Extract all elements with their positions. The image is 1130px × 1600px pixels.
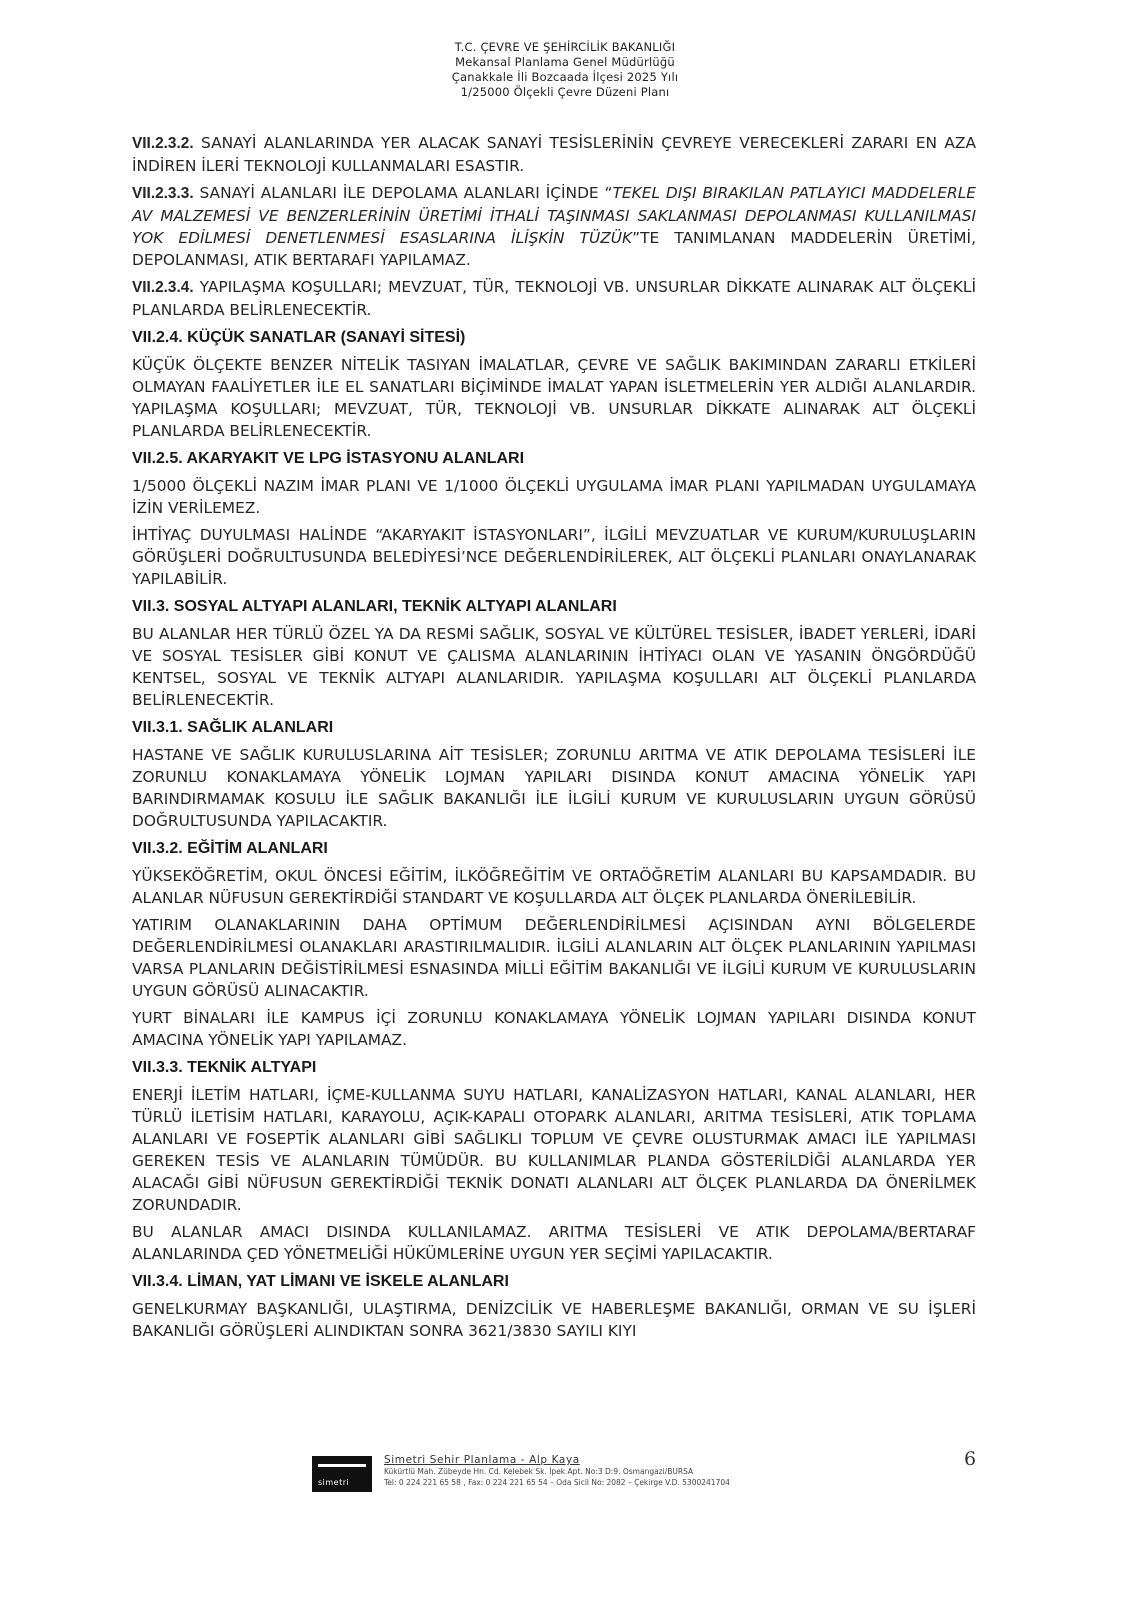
article-label: VII.2.3.4. bbox=[132, 279, 194, 296]
paragraph: HASTANE VE SAĞLIK KURULUSLARINA AİT TESİSLER; ZORUNLU ARITMA VE ATIK DEPOLAMA TESİSLERİ İLE ZORUNLU KONAKLAMAYA YÖNELİK LOJMAN YAPILARI DISINDA KONUT AMACINA YÖNELİK YAPI BARINDIRMAMAK KOSULU İLE SAĞLIK BAKANLIĞI İLE İLGİLİ KURUM VE KURULUSLARIN UYGUN GÖRÜSÜ DOĞRULTUSUNDA YAPILACAKTIR. bbox=[132, 746, 976, 830]
paragraph: BU ALANLAR HER TÜRLÜ ÖZEL YA DA RESMİ SAĞLIK, SOSYAL VE KÜLTÜREL TESİSLER, İBADET YERLERİ, İDARİ VE SOSYAL TESİSLER GİBİ KONUT VE ÇALISMA ALANLARININ İHTİYACI OLAN VE YASANIN ÖNGÖRDÜĞÜ KENTSEL, SOSYAL VE TEKNİK ALTYAPI ALANLARIDIR. YAPILAŞMA KOŞULLARI ALT ÖLÇEKLİ PLANLARDA BELİRLENECEKTİR. bbox=[132, 625, 976, 709]
heading-34: VII.3.4. LİMAN, YAT LİMANI VE İSKELE ALANLARI bbox=[132, 1273, 509, 1290]
page-header bbox=[0, 40, 1130, 100]
article-text: SANAYİ ALANLARI İLE DEPOLAMA ALANLARI İÇİNDE “ bbox=[193, 184, 613, 202]
paragraph-2333 bbox=[132, 182, 976, 271]
logo-text: simetri bbox=[318, 1478, 350, 1487]
paragraph-2332 bbox=[132, 132, 976, 177]
page-number: 6 bbox=[964, 1448, 977, 1470]
heading-225: VII.2.5. AKARYAKIT VE LPG İSTASYONU ALANLARI bbox=[132, 450, 525, 467]
paragraph: ENERJİ İLETİM HATLARI, İÇME-KULLANMA SUYU HATLARI, KANALİZASYON HATLARI, KANAL ALANLARI, HER TÜRLÜ İLETİSİM HATLARI, KARAYOLU, AÇIK-KAPALI OTOPARK ALANLARI, ARITMA TESİSLERİ, ATIK TOPLAMA ALANLARI VE FOSEPTİK ALANLARI GİBİ SAĞLIKLI TOPLUM VE ÇEVRE OLUSTURMAK AMACI İLE YAPILMASI GEREKEN TESİS VE ALANLARIN TÜMÜDÜR. BU KULLANIMLAR PLANDA GÖSTERİLDİĞİ ALANLARDA YER ALACAĞI GİBİ NÜFUSUN GEREKTİRDİĞİ TEKNİK DONATI ALANLARI ALT ÖLÇEK PLANLARDA DA ÖNERİLMEK ZORUNDADIR. bbox=[132, 1086, 976, 1214]
document-body bbox=[132, 132, 976, 1347]
header-ministry: T.C. ÇEVRE VE ŞEHİRCİLİK BAKANLIĞI bbox=[454, 40, 676, 54]
footer-company-name: Simetri Sehir Planlama - Alp Kaya bbox=[384, 1454, 580, 1466]
page-footer bbox=[312, 1452, 1012, 1500]
heading-33: VII.3.3. TEKNİK ALTYAPI bbox=[132, 1059, 317, 1076]
paragraph: YÜKSEKÖĞRETİM, OKUL ÖNCESİ EĞİTİM, İLKÖĞREĞİTİM VE ORTAÖĞRETİM ALANLARI BU KAPSAMDADIR. BU ALANLAR NÜFUSUN GEREKTİRDİĞİ STANDART VE KOŞULLARDA ALT ÖLÇEK PLANLARDA ÖNERİLEBİLİR. bbox=[132, 867, 976, 907]
logo-bar bbox=[318, 1464, 366, 1467]
heading-31: VII.3.1. SAĞLIK ALANLARI bbox=[132, 719, 334, 736]
article-text: YAPILAŞMA KOŞULLARI; MEVZUAT, TÜR, TEKNOLOJİ VB. UNSURLAR DİKKATE ALINARAK ALT ÖLÇEKLİ PLANLARDA BELİRLENECEKTİR. bbox=[132, 278, 976, 319]
paragraph: 1/5000 ÖLÇEKLİ NAZIM İMAR PLANI VE 1/1000 ÖLÇEKLİ UYGULAMA İMAR PLANI YAPILMADAN UYGULAMAYA İZİN VERİLEMEZ. bbox=[132, 477, 976, 517]
heading-32: VII.3.2. EĞİTİM ALANLARI bbox=[132, 840, 328, 857]
footer-text bbox=[384, 1454, 730, 1488]
heading-3: VII.3. SOSYAL ALTYAPI ALANLARI, TEKNİK ALTYAPI ALANLARI bbox=[132, 598, 617, 615]
company-logo bbox=[312, 1456, 372, 1492]
paragraph: YURT BİNALARI İLE KAMPUS İÇİ ZORUNLU KONAKLAMAYA YÖNELİK LOJMAN YAPILARI DISINDA KONUT AMACINA YÖNELİK YAPI YAPILAMAZ. bbox=[132, 1009, 976, 1049]
footer-contact: Tel: 0 224 221 65 58 , Fax: 0 224 221 65 54 – Oda Sicil No: 2082 – Çekirge V.D. 5300241704 bbox=[384, 1478, 730, 1487]
article-text: SANAYİ ALANLARINDA YER ALACAK SANAYİ TESİSLERİNİN ÇEVREYE VERECEKLERİ ZARARI EN AZA İNDİREN İLERİ TEKNOLOJİ KULLANMALARI ESASTIR. bbox=[132, 134, 976, 175]
paragraph: İHTİYAÇ DUYULMASI HALİNDE “AKARYAKIT İSTASYONLARI”, İLGİLİ MEVZUATLAR VE KURUM/KURULUŞLARIN GÖRÜŞLERİ DOĞRULTUSUNDA BELEDİYESİ’NCE DEĞERLENDİRİLEREK, ALT ÖLÇEKLİ PLANLARI ONAYLANARAK YAPILABİLİR. bbox=[132, 526, 976, 588]
article-text: ”TE TANIMLANAN MADDELERİN ÜRETİMİ, DEPOLANMASI, ATIK BERTARAFI YAPILAMAZ. bbox=[132, 229, 976, 269]
article-label: VII.2.3.3. bbox=[132, 185, 194, 202]
header-location: Çanakkale İli Bozcaada İlçesi 2025 Yılı bbox=[451, 70, 679, 84]
paragraph: KÜÇÜK ÖLÇEKTE BENZER NİTELİK TASIYAN İMALATLAR, ÇEVRE VE SAĞLIK BAKIMINDAN ZARARLI ETKİLERİ OLMAYAN FAALİYETLER İLE EL SANATLARI BİÇİMİNDE İMALAT YAPAN İSLETMELERİN YER ALDIĞI ALANLARDIR. YAPILAŞMA KOŞULLARI; MEVZUAT, TÜR, TEKNOLOJİ VB. UNSURLAR DİKKATE ALINARAK ALT ÖLÇEKLİ PLANLARDA BELİRLENECEKTİR. bbox=[132, 356, 976, 440]
article-label: VII.2.3.2. bbox=[132, 135, 194, 152]
paragraph-2334 bbox=[132, 276, 976, 321]
paragraph: GENELKURMAY BAŞKANLIĞI, ULAŞTIRMA, DENİZCİLİK VE HABERLEŞME BAKANLIĞI, ORMAN VE SU İŞLERİ BAKANLIĞI GÖRÜŞLERİ ALINDIKTAN SONRA 3621/3830 SAYILI KIYI bbox=[132, 1300, 976, 1340]
regulation-title: TEKEL DIŞI BIRAKILAN PATLAYICI MADDELERLE AV MALZEMESİ VE BENZERLERİNİN ÜRETİMİ İTHALİ TAŞINMASI SAKLANMASI DEPOLANMASI KULLANILMASI YOK EDİLMESİ DENETLENMESİ ESASLARINA İLİŞKİN TÜZÜK bbox=[132, 184, 976, 247]
footer-address: Kükürtlü Mah. Zübeyde Hn. Cd. Kelebek Sk. İpek Apt. No:3 D:9. Osmangazi/BURSA bbox=[384, 1467, 694, 1476]
header-directorate: Mekansal Planlama Genel Müdürlüğü bbox=[455, 55, 675, 69]
paragraph: BU ALANLAR AMACI DISINDA KULLANILAMAZ. ARITMA TESİSLERİ VE ATIK DEPOLAMA/BERTARAF ALANLARINDA ÇED YÖNETMELİĞİ HÜKÜMLERİNE UYGUN YER SEÇİMİ YAPILACAKTIR. bbox=[132, 1223, 976, 1263]
heading-224: VII.2.4. KÜÇÜK SANATLAR (SANAYİ SİTESİ) bbox=[132, 329, 466, 346]
paragraph: YATIRIM OLANAKLARININ DAHA OPTİMUM DEĞERLENDİRİLMESİ AÇISINDAN AYNI BÖLGELERDE DEĞERLENDİRİLMESİ OLANAKLARI ARASTIRILMALIDIR. İLGİLİ ALANLARIN ALT ÖLÇEK PLANLARININ YAPILMASI VARSA PLANLARIN DEĞİSTİRİLMESİ ESNASINDA MİLLİ EĞİTİM BAKANLIĞI VE İLGİLİ KURUM VE KURULUSLARIN UYGUN GÖRÜSÜ ALINACAKTIR. bbox=[132, 916, 976, 1000]
header-plan-title: 1/25000 Ölçekli Çevre Düzeni Planı bbox=[460, 85, 670, 99]
